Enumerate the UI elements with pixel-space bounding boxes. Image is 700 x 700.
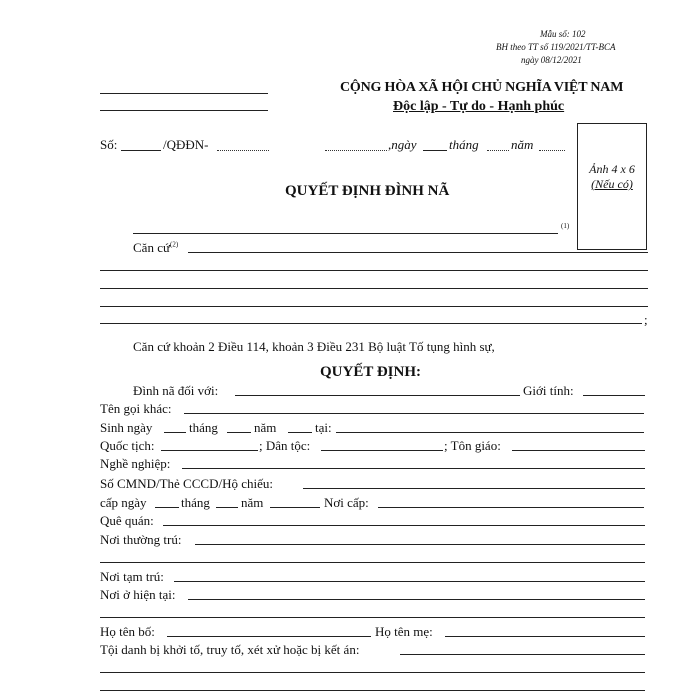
nationality-label: Quốc tịch: <box>100 438 155 453</box>
agency-line-1[interactable] <box>100 93 268 94</box>
day-field[interactable] <box>423 150 447 151</box>
occupation-label: Nghề nghiệp: <box>100 456 171 471</box>
can-cu-label: Căn cứ$^{(2)}$ <box>133 240 179 255</box>
photo-box <box>577 123 647 250</box>
issue-day-label: cấp ngày <box>100 495 147 510</box>
doc-code-label: /QĐĐN- <box>163 137 209 152</box>
can-cu-line-2[interactable] <box>100 270 648 271</box>
issuer-line[interactable] <box>133 233 558 234</box>
ethnicity-field[interactable] <box>321 450 443 451</box>
country-name: CỘNG HÒA XÃ HỘI CHỦ NGHĨA VIỆT NAM <box>340 80 624 95</box>
gender-field[interactable] <box>583 395 645 396</box>
doc-code-field[interactable] <box>217 150 269 151</box>
day-label: ,ngày <box>388 137 417 152</box>
temporary-residence-field[interactable] <box>174 581 645 582</box>
current-residence-line-2[interactable] <box>100 617 645 618</box>
birth-month-field[interactable] <box>227 432 251 433</box>
photo-optional-label: (Nếu có) <box>591 177 633 191</box>
permanent-residence-label: Nơi thường trú: <box>100 532 182 547</box>
religion-field[interactable] <box>512 450 645 451</box>
issue-month-field[interactable] <box>216 507 238 508</box>
permanent-residence-field[interactable] <box>195 544 645 545</box>
month-label: tháng <box>449 137 479 152</box>
document-title: QUYẾT ĐỊNH ĐÌNH NÃ <box>285 183 450 199</box>
occupation-field[interactable] <box>182 468 645 469</box>
can-cu-line-5[interactable] <box>100 323 642 324</box>
wanted-person-label: Đình nã đối với: <box>133 383 219 398</box>
birth-year-field[interactable] <box>288 432 312 433</box>
hometown-label: Quê quán: <box>100 513 154 528</box>
id-number-label: Số CMND/Thẻ CCCD/Hộ chiếu: <box>100 476 273 491</box>
year-label: năm <box>511 137 534 152</box>
place-field[interactable] <box>325 150 387 151</box>
permanent-residence-line-2[interactable] <box>100 562 645 563</box>
wanted-person-field[interactable] <box>235 395 520 396</box>
can-cu-line-4[interactable] <box>100 306 648 307</box>
current-residence-label: Nơi ở hiện tại: <box>100 587 176 602</box>
alias-label: Tên gọi khác: <box>100 401 172 416</box>
birth-month-label: tháng <box>189 420 218 435</box>
issue-year-label: năm <box>241 495 264 510</box>
issue-place-field[interactable] <box>378 507 644 508</box>
charge-field[interactable] <box>400 654 645 655</box>
can-cu-end: ; <box>644 312 648 327</box>
year-field[interactable] <box>539 150 565 151</box>
can-cu-line-3[interactable] <box>100 288 648 289</box>
alias-field[interactable] <box>184 413 644 414</box>
hometown-field[interactable] <box>163 525 645 526</box>
charge-line-2[interactable] <box>100 672 645 673</box>
doc-number-field[interactable] <box>121 150 161 151</box>
mother-name-label: Họ tên mẹ: <box>375 624 433 639</box>
gender-label: Giới tính: <box>523 383 574 398</box>
nationality-field[interactable] <box>161 450 258 451</box>
birth-day-field[interactable] <box>164 432 186 433</box>
footnote-1: (1) <box>561 222 570 230</box>
issue-year-field[interactable] <box>270 507 320 508</box>
decision-heading: QUYẾT ĐỊNH: <box>320 364 421 380</box>
issue-place-label: Nơi cấp: <box>324 495 369 510</box>
father-name-label: Họ tên bố: <box>100 624 155 639</box>
agency-line-2[interactable] <box>100 110 268 111</box>
father-name-field[interactable] <box>167 636 371 637</box>
birth-year-label: năm <box>254 420 277 435</box>
birth-day-label: Sinh ngày <box>100 420 153 435</box>
photo-size-label: Ảnh 4 x 6 <box>589 162 635 176</box>
id-number-field[interactable] <box>303 488 645 489</box>
form-regulation: BH theo TT số 119/2021/TT-BCA <box>496 42 616 52</box>
mother-name-field[interactable] <box>445 636 645 637</box>
birth-place-label: tại: <box>315 420 332 435</box>
form-date: ngày 08/12/2021 <box>521 55 582 65</box>
ethnicity-label: ; Dân tộc: <box>259 438 311 453</box>
can-cu-line-1[interactable] <box>188 252 648 253</box>
national-motto: Độc lập - Tự do - Hạnh phúc <box>393 99 565 114</box>
current-residence-field[interactable] <box>188 599 645 600</box>
birth-place-field[interactable] <box>336 432 644 433</box>
religion-label: ; Tôn giáo: <box>444 438 501 453</box>
form-number: Mẫu số: 102 <box>540 29 586 39</box>
doc-number-label: Số: <box>100 137 118 152</box>
charge-label: Tội danh bị khởi tố, truy tố, xét xử hoặc bị kết án: <box>100 642 360 657</box>
legal-basis: Căn cứ khoản 2 Điều 114, khoản 3 Điều 231 Bộ luật Tố tụng hình sự, <box>133 339 495 354</box>
temporary-residence-label: Nơi tạm trú: <box>100 569 164 584</box>
charge-line-3[interactable] <box>100 690 645 691</box>
issue-month-label: tháng <box>181 495 210 510</box>
issue-day-field[interactable] <box>155 507 179 508</box>
month-field[interactable] <box>487 150 509 151</box>
